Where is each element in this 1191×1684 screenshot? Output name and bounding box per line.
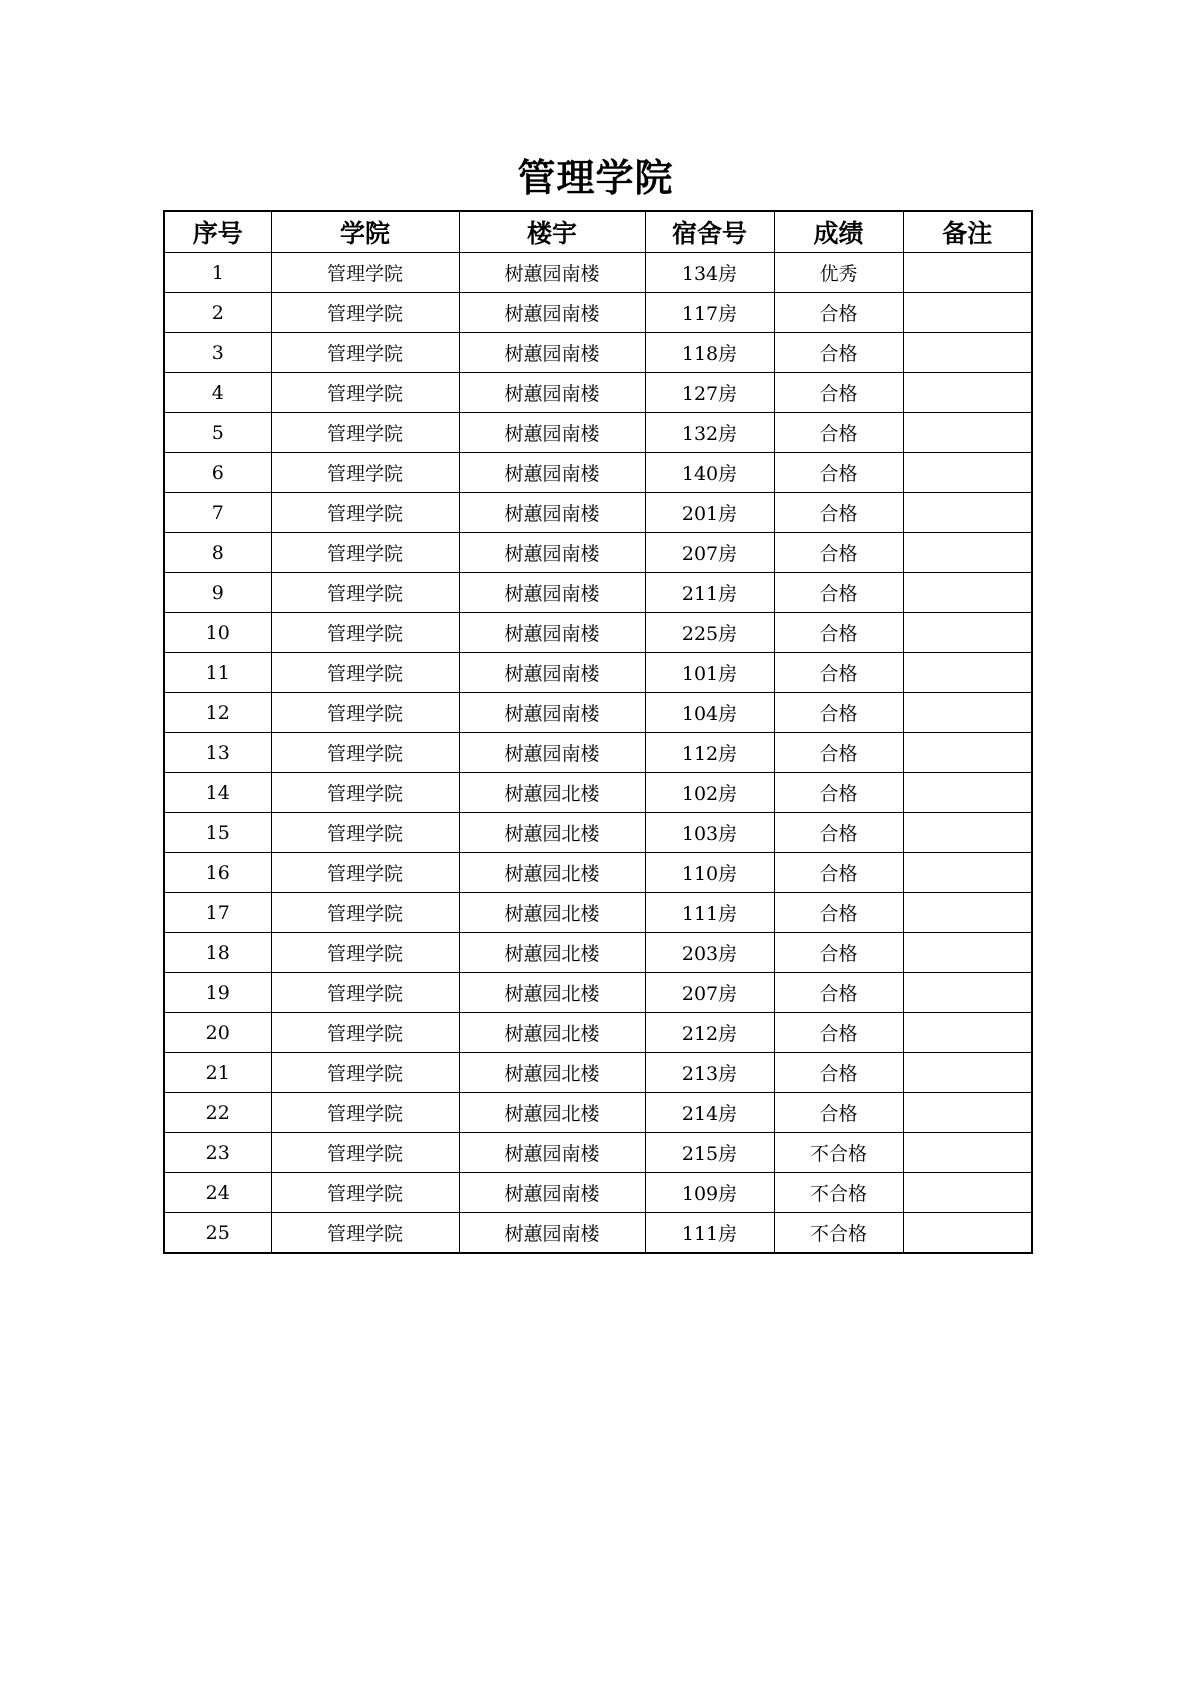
cell-remarks [903, 373, 1032, 413]
table-row [164, 373, 1032, 413]
cell-dorm-number: 225房 [645, 613, 774, 653]
cell-building: 树蕙园北楼 [459, 1013, 645, 1053]
cell-remarks [903, 1173, 1032, 1213]
cell-serial-number: 5 [164, 413, 271, 453]
cell-score: 合格 [774, 1093, 903, 1133]
cell-remarks [903, 933, 1032, 973]
cell-remarks [903, 853, 1032, 893]
dormitory-score-table [163, 210, 1033, 1254]
cell-dorm-number: 215房 [645, 1133, 774, 1173]
cell-serial-number: 23 [164, 1133, 271, 1173]
cell-dorm-number: 132房 [645, 413, 774, 453]
cell-score: 合格 [774, 293, 903, 333]
cell-building: 树蕙园南楼 [459, 733, 645, 773]
cell-dorm-number: 207房 [645, 973, 774, 1013]
table-row [164, 253, 1032, 293]
cell-score: 合格 [774, 813, 903, 853]
table-row [164, 453, 1032, 493]
cell-serial-number: 14 [164, 773, 271, 813]
cell-remarks [903, 533, 1032, 573]
cell-remarks [903, 1213, 1032, 1254]
table-row [164, 693, 1032, 733]
cell-dorm-number: 101房 [645, 653, 774, 693]
cell-college: 管理学院 [271, 413, 459, 453]
cell-serial-number: 6 [164, 453, 271, 493]
cell-dorm-number: 140房 [645, 453, 774, 493]
cell-dorm-number: 117房 [645, 293, 774, 333]
cell-dorm-number: 112房 [645, 733, 774, 773]
cell-college: 管理学院 [271, 373, 459, 413]
cell-serial-number: 1 [164, 253, 271, 293]
cell-college: 管理学院 [271, 893, 459, 933]
cell-building: 树蕙园南楼 [459, 573, 645, 613]
table-row [164, 653, 1032, 693]
cell-dorm-number: 109房 [645, 1173, 774, 1213]
cell-building: 树蕙园南楼 [459, 293, 645, 333]
cell-score: 合格 [774, 693, 903, 733]
cell-serial-number: 22 [164, 1093, 271, 1133]
cell-remarks [903, 653, 1032, 693]
cell-building: 树蕙园南楼 [459, 533, 645, 573]
cell-serial-number: 18 [164, 933, 271, 973]
cell-remarks [903, 493, 1032, 533]
header-serial-number: 序号 [164, 211, 271, 253]
table-header-row [164, 211, 1032, 253]
cell-score: 合格 [774, 613, 903, 653]
cell-score: 不合格 [774, 1173, 903, 1213]
table-row [164, 933, 1032, 973]
table-row [164, 893, 1032, 933]
page-title: 管理学院 [517, 156, 674, 200]
cell-remarks [903, 1013, 1032, 1053]
cell-remarks [903, 333, 1032, 373]
cell-building: 树蕙园南楼 [459, 453, 645, 493]
cell-college: 管理学院 [271, 1053, 459, 1093]
cell-serial-number: 19 [164, 973, 271, 1013]
cell-college: 管理学院 [271, 253, 459, 293]
cell-score: 合格 [774, 413, 903, 453]
cell-college: 管理学院 [271, 733, 459, 773]
cell-serial-number: 8 [164, 533, 271, 573]
table-row [164, 733, 1032, 773]
cell-dorm-number: 102房 [645, 773, 774, 813]
table-row [164, 413, 1032, 453]
cell-score: 不合格 [774, 1213, 903, 1254]
table-row [164, 1133, 1032, 1173]
cell-dorm-number: 127房 [645, 373, 774, 413]
table-row [164, 813, 1032, 853]
cell-remarks [903, 613, 1032, 653]
cell-college: 管理学院 [271, 1093, 459, 1133]
cell-building: 树蕙园南楼 [459, 493, 645, 533]
cell-score: 不合格 [774, 1133, 903, 1173]
cell-score: 合格 [774, 733, 903, 773]
cell-score: 合格 [774, 1013, 903, 1053]
cell-college: 管理学院 [271, 853, 459, 893]
table-row [164, 1013, 1032, 1053]
cell-college: 管理学院 [271, 813, 459, 853]
cell-score: 合格 [774, 453, 903, 493]
cell-dorm-number: 118房 [645, 333, 774, 373]
cell-score: 合格 [774, 493, 903, 533]
table-row [164, 1053, 1032, 1093]
cell-serial-number: 24 [164, 1173, 271, 1213]
cell-college: 管理学院 [271, 1173, 459, 1213]
cell-dorm-number: 104房 [645, 693, 774, 733]
cell-college: 管理学院 [271, 653, 459, 693]
cell-building: 树蕙园南楼 [459, 253, 645, 293]
cell-building: 树蕙园南楼 [459, 653, 645, 693]
cell-score: 合格 [774, 853, 903, 893]
cell-building: 树蕙园南楼 [459, 1133, 645, 1173]
cell-college: 管理学院 [271, 693, 459, 733]
cell-serial-number: 2 [164, 293, 271, 333]
cell-college: 管理学院 [271, 1133, 459, 1173]
cell-building: 树蕙园北楼 [459, 773, 645, 813]
cell-building: 树蕙园北楼 [459, 893, 645, 933]
cell-serial-number: 10 [164, 613, 271, 653]
cell-building: 树蕙园南楼 [459, 1173, 645, 1213]
cell-dorm-number: 214房 [645, 1093, 774, 1133]
table-row [164, 1093, 1032, 1133]
cell-dorm-number: 111房 [645, 893, 774, 933]
cell-remarks [903, 453, 1032, 493]
cell-dorm-number: 207房 [645, 533, 774, 573]
table-row [164, 973, 1032, 1013]
cell-score: 合格 [774, 333, 903, 373]
cell-serial-number: 12 [164, 693, 271, 733]
cell-serial-number: 13 [164, 733, 271, 773]
header-score: 成绩 [774, 211, 903, 253]
cell-building: 树蕙园北楼 [459, 1093, 645, 1133]
table-row [164, 333, 1032, 373]
cell-serial-number: 25 [164, 1213, 271, 1254]
cell-dorm-number: 203房 [645, 933, 774, 973]
cell-remarks [903, 1093, 1032, 1133]
table-row [164, 573, 1032, 613]
cell-serial-number: 4 [164, 373, 271, 413]
cell-building: 树蕙园南楼 [459, 373, 645, 413]
cell-dorm-number: 212房 [645, 1013, 774, 1053]
cell-dorm-number: 103房 [645, 813, 774, 853]
table-body [164, 253, 1032, 1254]
cell-remarks [903, 733, 1032, 773]
cell-building: 树蕙园北楼 [459, 1053, 645, 1093]
cell-dorm-number: 110房 [645, 853, 774, 893]
cell-serial-number: 16 [164, 853, 271, 893]
cell-dorm-number: 201房 [645, 493, 774, 533]
cell-serial-number: 9 [164, 573, 271, 613]
cell-score: 合格 [774, 933, 903, 973]
header-college: 学院 [271, 211, 459, 253]
cell-score: 合格 [774, 373, 903, 413]
cell-building: 树蕙园南楼 [459, 333, 645, 373]
cell-score: 合格 [774, 533, 903, 573]
table-row [164, 613, 1032, 653]
cell-remarks [903, 1133, 1032, 1173]
cell-remarks [903, 293, 1032, 333]
cell-score: 合格 [774, 653, 903, 693]
cell-building: 树蕙园北楼 [459, 853, 645, 893]
cell-dorm-number: 211房 [645, 573, 774, 613]
cell-college: 管理学院 [271, 293, 459, 333]
cell-serial-number: 21 [164, 1053, 271, 1093]
table-row [164, 493, 1032, 533]
cell-score: 优秀 [774, 253, 903, 293]
cell-remarks [903, 573, 1032, 613]
cell-remarks [903, 893, 1032, 933]
cell-score: 合格 [774, 573, 903, 613]
cell-serial-number: 17 [164, 893, 271, 933]
table-row [164, 293, 1032, 333]
cell-college: 管理学院 [271, 973, 459, 1013]
cell-building: 树蕙园南楼 [459, 1213, 645, 1254]
header-building: 楼宇 [459, 211, 645, 253]
cell-college: 管理学院 [271, 533, 459, 573]
cell-college: 管理学院 [271, 933, 459, 973]
cell-serial-number: 7 [164, 493, 271, 533]
cell-score: 合格 [774, 1053, 903, 1093]
cell-college: 管理学院 [271, 1013, 459, 1053]
cell-remarks [903, 773, 1032, 813]
cell-dorm-number: 213房 [645, 1053, 774, 1093]
cell-serial-number: 11 [164, 653, 271, 693]
cell-building: 树蕙园北楼 [459, 933, 645, 973]
header-dorm-number: 宿舍号 [645, 211, 774, 253]
cell-score: 合格 [774, 973, 903, 1013]
cell-serial-number: 20 [164, 1013, 271, 1053]
cell-score: 合格 [774, 773, 903, 813]
cell-serial-number: 15 [164, 813, 271, 853]
table-row [164, 533, 1032, 573]
table-row [164, 1173, 1032, 1213]
cell-remarks [903, 1053, 1032, 1093]
cell-college: 管理学院 [271, 773, 459, 813]
cell-building: 树蕙园北楼 [459, 813, 645, 853]
cell-dorm-number: 111房 [645, 1213, 774, 1254]
table-row [164, 853, 1032, 893]
cell-building: 树蕙园南楼 [459, 693, 645, 733]
cell-college: 管理学院 [271, 453, 459, 493]
cell-remarks [903, 813, 1032, 853]
cell-building: 树蕙园南楼 [459, 413, 645, 453]
table-row [164, 773, 1032, 813]
cell-college: 管理学院 [271, 493, 459, 533]
cell-college: 管理学院 [271, 613, 459, 653]
table-row [164, 1213, 1032, 1254]
header-remarks: 备注 [903, 211, 1032, 253]
cell-college: 管理学院 [271, 333, 459, 373]
cell-score: 合格 [774, 893, 903, 933]
cell-dorm-number: 134房 [645, 253, 774, 293]
cell-college: 管理学院 [271, 1213, 459, 1254]
cell-remarks [903, 413, 1032, 453]
cell-remarks [903, 693, 1032, 733]
cell-building: 树蕙园北楼 [459, 973, 645, 1013]
cell-remarks [903, 973, 1032, 1013]
cell-college: 管理学院 [271, 573, 459, 613]
cell-building: 树蕙园南楼 [459, 613, 645, 653]
cell-serial-number: 3 [164, 333, 271, 373]
cell-remarks [903, 253, 1032, 293]
